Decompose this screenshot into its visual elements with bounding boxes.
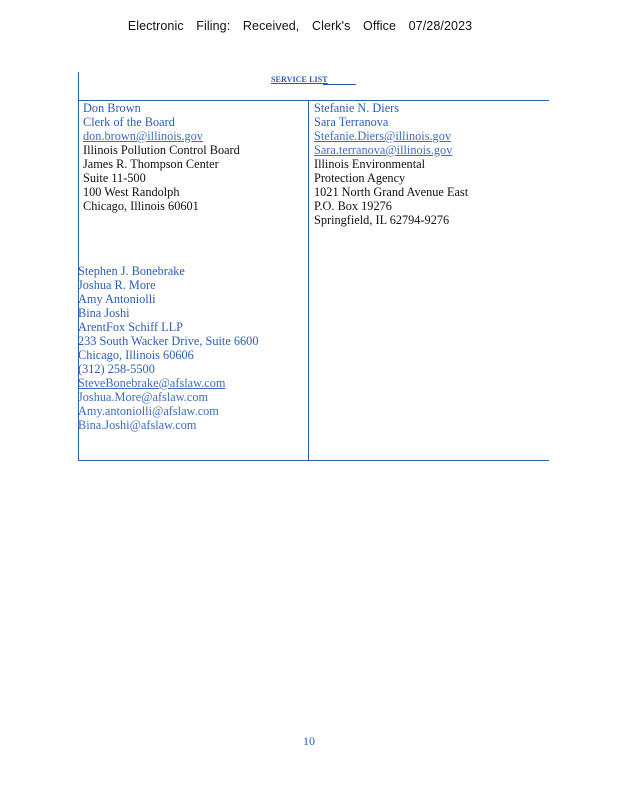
contact-phone: (312) 258-5500 xyxy=(78,362,155,376)
contact-email-link[interactable]: Amy.antoniolli@afslaw.com xyxy=(78,404,219,418)
contact-email-link[interactable]: Joshua.More@afslaw.com xyxy=(78,390,209,404)
contact-suite: Suite 11-500 xyxy=(83,171,146,185)
contact-organization: Illinois Environmental xyxy=(314,157,425,171)
table-bottom-border xyxy=(78,460,549,461)
contact-name: Bina Joshi xyxy=(78,306,130,320)
contact-organization: Illinois Pollution Control Board xyxy=(83,143,240,157)
contact-city: Springfield, IL 62794-9276 xyxy=(314,213,450,227)
contact-email-link[interactable]: Stefanie.Diers@illinois.gov xyxy=(314,129,452,143)
contact-street: 1021 North Grand Avenue East xyxy=(314,185,469,199)
contact-name: Stefanie N. Diers xyxy=(314,101,400,115)
contact-name: Sara Terranova xyxy=(314,115,389,129)
contact-title: Clerk of the Board xyxy=(83,115,175,129)
contact-block-iepa xyxy=(314,101,468,227)
page-number: 10 xyxy=(303,734,315,748)
contact-name: Amy Antoniolli xyxy=(78,292,156,306)
contact-building: James R. Thompson Center xyxy=(83,157,219,171)
contact-email-link[interactable]: Bina.Joshi@afslaw.com xyxy=(78,418,197,432)
contact-firm: ArentFox Schiff LLP xyxy=(78,320,183,334)
service-list-title: SERVICE LIST xyxy=(271,75,328,84)
contact-city: Chicago, Illinois 60601 xyxy=(83,199,199,213)
contact-name: Joshua R. More xyxy=(78,278,156,292)
contact-organization: Protection Agency xyxy=(314,171,406,185)
electronic-filing-header: Electronic Filing: Received, Clerk's Office 07/28/2023 xyxy=(127,19,473,33)
contact-street: 100 West Randolph xyxy=(83,185,180,199)
title-underline-divider xyxy=(323,84,356,85)
contact-name: Don Brown xyxy=(83,101,141,115)
table-center-divider xyxy=(308,100,309,461)
contact-block-arentfox xyxy=(78,264,258,432)
contact-name: Stephen J. Bonebrake xyxy=(78,264,185,278)
contact-email-link[interactable]: don.brown@illinois.gov xyxy=(83,129,203,143)
contact-pobox: P.O. Box 19276 xyxy=(314,199,392,213)
contact-street: 233 South Wacker Drive, Suite 6600 xyxy=(78,334,259,348)
contact-email-link[interactable]: Sara.terranova@illinois.gov xyxy=(314,143,453,157)
contact-city: Chicago, Illinois 60606 xyxy=(78,348,194,362)
contact-email-link[interactable]: SteveBonebrake@afslaw.com xyxy=(78,376,226,390)
contact-block-clerk xyxy=(83,101,240,213)
